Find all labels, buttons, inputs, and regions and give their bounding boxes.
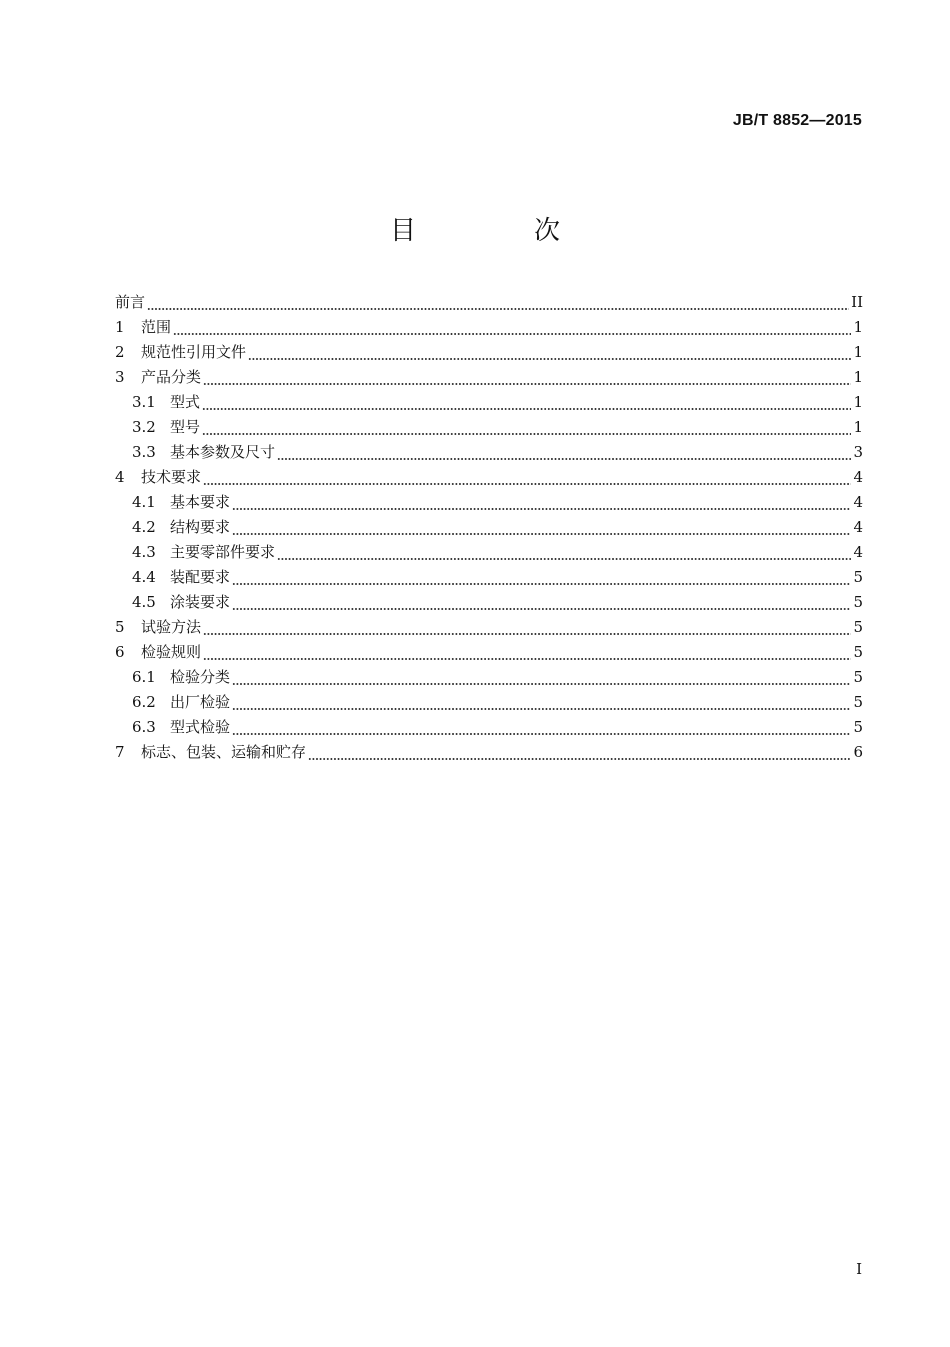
page-title: 目 次 <box>389 216 606 246</box>
toc-entry-title: 技术要求 <box>141 468 202 486</box>
toc-entry-page: 1 <box>853 343 863 361</box>
table-of-contents <box>115 290 863 765</box>
toc-entry-title: 检验规则 <box>141 643 202 661</box>
toc-dot-leader <box>173 315 851 340</box>
toc-entry-number: 1 <box>115 318 125 336</box>
toc-entry-title: 型式 <box>170 393 201 411</box>
toc-entry-number: 6 <box>115 643 125 661</box>
toc-dot-leader <box>232 515 851 540</box>
toc-entry[interactable] <box>115 415 863 440</box>
toc-dot-leader <box>203 640 851 665</box>
toc-entry-page: 1 <box>853 393 863 411</box>
toc-entry-title: 标志、包装、运输和贮存 <box>141 743 307 761</box>
toc-dot-leader <box>232 565 851 590</box>
toc-dot-leader <box>232 490 851 515</box>
toc-entry-number: 7 <box>115 743 125 761</box>
toc-entry[interactable] <box>115 340 863 365</box>
toc-entry-number: 4.3 <box>132 543 156 561</box>
toc-entry[interactable] <box>115 590 863 615</box>
toc-entry[interactable] <box>115 465 863 490</box>
toc-entry-page: 4 <box>853 543 863 561</box>
toc-entry-number: 3.2 <box>132 418 156 436</box>
toc-entry[interactable] <box>115 640 863 665</box>
page-number: I <box>856 1260 862 1278</box>
toc-dot-leader <box>232 665 851 690</box>
toc-entry[interactable] <box>115 315 863 340</box>
toc-entry-page: II <box>851 293 863 311</box>
toc-entry-title: 范围 <box>141 318 172 336</box>
toc-entry-title: 基本要求 <box>170 493 231 511</box>
toc-entry[interactable] <box>115 390 863 415</box>
toc-dot-leader <box>277 440 851 465</box>
toc-entry-page: 5 <box>853 593 863 611</box>
toc-entry-title: 前言 <box>115 293 146 311</box>
toc-entry-title: 基本参数及尺寸 <box>170 443 276 461</box>
toc-entry-page: 5 <box>853 668 863 686</box>
toc-entry-title: 装配要求 <box>170 568 231 586</box>
toc-entry-number: 4.1 <box>132 493 156 511</box>
toc-entry-number: 6.1 <box>132 668 156 686</box>
toc-dot-leader <box>248 340 851 365</box>
toc-entry-page: 4 <box>853 518 863 536</box>
toc-dot-leader <box>232 690 851 715</box>
standard-code: JB/T 8852—2015 <box>732 112 862 129</box>
toc-entry[interactable] <box>115 515 863 540</box>
toc-entry-title: 涂装要求 <box>170 593 231 611</box>
toc-entry-page: 4 <box>853 468 863 486</box>
toc-entry-number: 3 <box>115 368 125 386</box>
toc-entry-page: 6 <box>853 743 863 761</box>
toc-entry-number: 4.5 <box>132 593 156 611</box>
toc-dot-leader <box>277 540 851 565</box>
toc-entry[interactable] <box>115 440 863 465</box>
toc-entry-page: 5 <box>853 718 863 736</box>
toc-entry-number: 6.2 <box>132 693 156 711</box>
toc-entry[interactable] <box>115 490 863 515</box>
toc-entry[interactable] <box>115 540 863 565</box>
toc-dot-leader <box>203 465 851 490</box>
toc-entry-page: 5 <box>853 618 863 636</box>
toc-entry-page: 1 <box>853 318 863 336</box>
toc-entry-title: 出厂检验 <box>170 693 231 711</box>
toc-entry-number: 4 <box>115 468 125 486</box>
toc-entry-title: 型式检验 <box>170 718 231 736</box>
toc-dot-leader <box>202 390 851 415</box>
toc-dot-leader <box>308 740 851 765</box>
toc-entry-page: 1 <box>853 418 863 436</box>
toc-entry-page: 1 <box>853 368 863 386</box>
toc-dot-leader <box>147 290 849 315</box>
toc-entry-title: 规范性引用文件 <box>141 343 247 361</box>
toc-entry-number: 4.4 <box>132 568 156 586</box>
toc-entry[interactable] <box>115 665 863 690</box>
toc-entry[interactable] <box>115 565 863 590</box>
toc-entry-title: 结构要求 <box>170 518 231 536</box>
toc-entry[interactable] <box>115 290 863 315</box>
toc-entry[interactable] <box>115 690 863 715</box>
toc-dot-leader <box>203 365 851 390</box>
toc-entry-number: 6.3 <box>132 718 156 736</box>
toc-entry-title: 产品分类 <box>141 368 202 386</box>
toc-entry-page: 5 <box>853 568 863 586</box>
toc-entry-title: 检验分类 <box>170 668 231 686</box>
toc-dot-leader <box>202 415 851 440</box>
toc-entry-title: 试验方法 <box>141 618 202 636</box>
toc-entry-title: 型号 <box>170 418 201 436</box>
toc-entry[interactable] <box>115 740 863 765</box>
toc-entry-page: 5 <box>853 693 863 711</box>
toc-dot-leader <box>232 715 851 740</box>
toc-entry-page: 4 <box>853 493 863 511</box>
toc-dot-leader <box>232 590 851 615</box>
toc-entry-number: 2 <box>115 343 125 361</box>
toc-entry[interactable] <box>115 365 863 390</box>
toc-entry-page: 3 <box>853 443 863 461</box>
toc-entry[interactable] <box>115 615 863 640</box>
toc-entry-number: 3.1 <box>132 393 156 411</box>
toc-entry-number: 5 <box>115 618 125 636</box>
toc-entry-number: 3.3 <box>132 443 156 461</box>
toc-entry[interactable] <box>115 715 863 740</box>
toc-dot-leader <box>203 615 851 640</box>
toc-entry-page: 5 <box>853 643 863 661</box>
toc-entry-number: 4.2 <box>132 518 156 536</box>
toc-entry-title: 主要零部件要求 <box>170 543 276 561</box>
